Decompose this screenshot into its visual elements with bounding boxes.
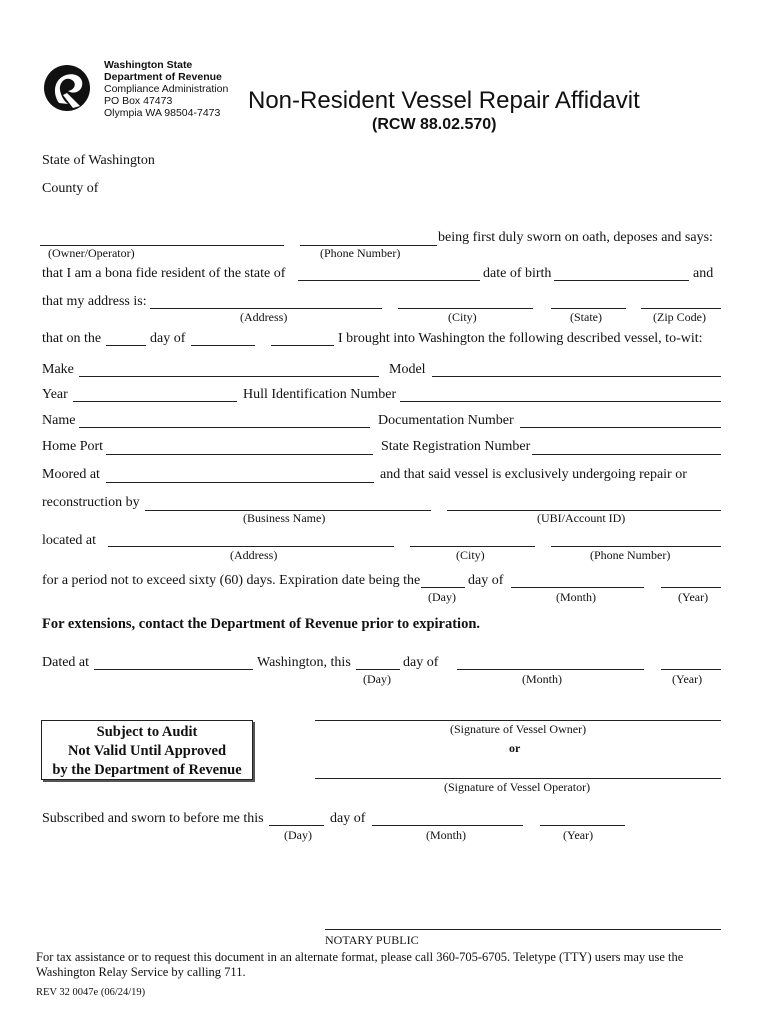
address-line: PO Box 47473: [104, 95, 173, 107]
resident-text: that I am a bona fide resident of the state of: [42, 266, 286, 281]
address-line: Olympia WA 98504-7473: [104, 107, 221, 119]
address-field[interactable]: [150, 308, 382, 309]
business-phone-caption: (Phone Number): [590, 548, 671, 562]
repair-text: and that said vessel is exclusively undergoing repair or: [380, 467, 687, 482]
model-field[interactable]: [432, 376, 721, 377]
vessel-name-field[interactable]: [79, 427, 370, 428]
address-line: Compliance Administration: [104, 83, 229, 95]
dated-at-field[interactable]: [94, 669, 253, 670]
make-field[interactable]: [79, 376, 379, 377]
business-name-caption: (Business Name): [243, 511, 326, 525]
dated-day-field[interactable]: [356, 669, 400, 670]
notary-public-caption: NOTARY PUBLIC: [325, 933, 419, 947]
dor-logo-icon: [42, 63, 92, 113]
state-registration-field[interactable]: [532, 454, 721, 455]
dated-month-caption: (Month): [522, 672, 562, 686]
arrival-month-field[interactable]: [191, 345, 255, 346]
business-address-caption: (Address): [230, 548, 278, 562]
owner-signature-field[interactable]: [315, 720, 721, 721]
date-of-birth-field[interactable]: [554, 280, 689, 281]
on-the-text: that on the: [42, 331, 102, 346]
state-label: State of Washington: [42, 153, 155, 168]
expiration-day-caption: (Day): [428, 590, 456, 604]
form-title: Non-Resident Vessel Repair Affidavit: [248, 87, 640, 114]
or-text: or: [509, 741, 521, 755]
dated-at-label: Dated at: [42, 655, 90, 670]
washington-this-text: Washington, this: [257, 655, 351, 670]
phone-number-caption: (Phone Number): [320, 246, 401, 260]
audit-stamp-box: [41, 720, 253, 780]
zip-code-field[interactable]: [641, 308, 721, 309]
address-caption: (Address): [240, 310, 288, 324]
notary-signature-field[interactable]: [325, 929, 721, 930]
home-port-label: Home Port: [42, 439, 104, 454]
stamp-line: Not Valid Until Approved: [67, 743, 227, 759]
business-phone-field[interactable]: [551, 546, 721, 547]
state-registration-label: State Registration Number: [381, 439, 531, 454]
brought-into-text: I brought into Washington the following described vessel, to-wit:: [338, 331, 703, 346]
day-of-text: day of: [150, 331, 186, 346]
expiration-year-field[interactable]: [661, 587, 721, 588]
city-caption: (City): [448, 310, 477, 324]
address-label: that my address is:: [42, 294, 147, 309]
arrival-year-field[interactable]: [271, 345, 334, 346]
subscribed-text: Subscribed and sworn to before me this: [42, 811, 264, 826]
moored-label: Moored at: [42, 467, 100, 482]
owner-signature-caption: (Signature of Vessel Owner): [450, 722, 587, 736]
subscribed-month-caption: (Month): [426, 828, 466, 842]
dated-month-field[interactable]: [457, 669, 644, 670]
operator-signature-field[interactable]: [315, 778, 721, 779]
home-port-field[interactable]: [106, 454, 373, 455]
hull-id-label: Hull Identification Number: [243, 387, 397, 402]
dob-label: date of birth: [483, 266, 552, 281]
expiration-day-field[interactable]: [421, 587, 465, 588]
zip-code-caption: (Zip Code): [653, 310, 706, 324]
form-subtitle: (RCW 88.02.570): [372, 116, 497, 133]
expiration-year-caption: (Year): [678, 590, 709, 604]
subscribed-year-caption: (Year): [563, 828, 594, 842]
year-label: Year: [42, 387, 68, 402]
assistance-text: For tax assistance or to request this document in an alternate format, please call 360-705-6705. Teletype (TTY) users may use the: [36, 950, 684, 964]
city-field[interactable]: [398, 308, 533, 309]
subscribed-month-field[interactable]: [372, 825, 523, 826]
agency-block: [104, 59, 228, 119]
expiration-month-caption: (Month): [556, 590, 596, 604]
ubi-account-caption: (UBI/Account ID): [537, 511, 626, 525]
form-id: REV 32 0047e (06/24/19): [36, 987, 146, 998]
extensions-notice: For extensions, contact the Department of Revenue prior to expiration.: [42, 616, 481, 632]
subscribed-day-caption: (Day): [284, 828, 312, 842]
resident-state-field[interactable]: [298, 280, 480, 281]
arrival-day-field[interactable]: [106, 345, 146, 346]
dated-day-of-text: day of: [403, 655, 439, 670]
operator-signature-caption: (Signature of Vessel Operator): [444, 780, 591, 794]
agency-line: Department of Revenue: [104, 71, 222, 83]
model-label: Model: [389, 362, 426, 377]
hull-id-field[interactable]: [400, 401, 721, 402]
subscribed-year-field[interactable]: [540, 825, 625, 826]
year-field[interactable]: [73, 401, 237, 402]
assistance-text: Washington Relay Service by calling 711.: [36, 965, 246, 979]
business-address-field[interactable]: [108, 546, 394, 547]
dated-day-caption: (Day): [363, 672, 391, 686]
county-label: County of: [42, 181, 99, 196]
expiration-month-field[interactable]: [511, 587, 644, 588]
reconstruction-label: reconstruction by: [42, 495, 140, 510]
name-label: Name: [42, 413, 76, 428]
make-label: Make: [42, 362, 74, 377]
subscribed-day-of-text: day of: [330, 811, 366, 826]
sworn-text: being first duly sworn on oath, deposes and says:: [438, 230, 713, 245]
located-label: located at: [42, 533, 97, 548]
stamp-line: by the Department of Revenue: [52, 762, 242, 778]
dated-year-caption: (Year): [672, 672, 703, 686]
period-text: for a period not to exceed sixty (60) days. Expiration date being the: [42, 573, 421, 588]
documentation-field[interactable]: [520, 427, 721, 428]
dated-year-field[interactable]: [661, 669, 721, 670]
and-text: and: [693, 266, 714, 281]
business-city-field[interactable]: [410, 546, 535, 547]
owner-operator-caption: (Owner/Operator): [48, 246, 135, 260]
moored-at-field[interactable]: [106, 482, 374, 483]
agency-line: Washington State: [104, 59, 193, 71]
state-caption: (State): [570, 310, 602, 324]
business-city-caption: (City): [456, 548, 485, 562]
stamp-line: Subject to Audit: [96, 724, 198, 740]
documentation-label: Documentation Number: [378, 413, 514, 428]
subscribed-day-field[interactable]: [269, 825, 324, 826]
state-field[interactable]: [551, 308, 626, 309]
period-day-of-text: day of: [468, 573, 504, 588]
